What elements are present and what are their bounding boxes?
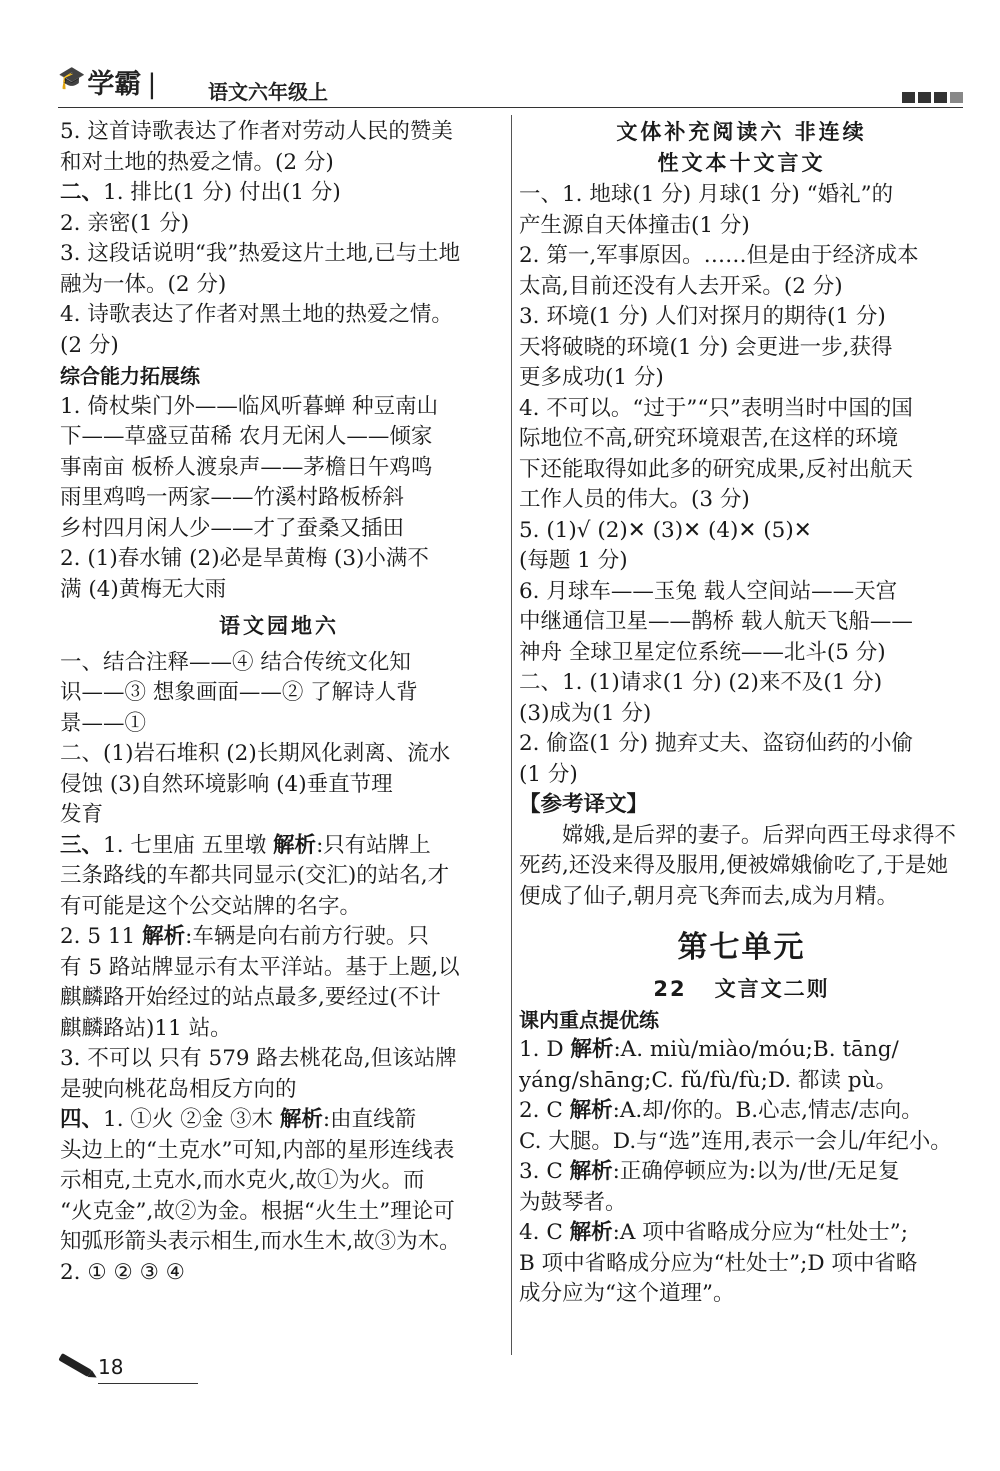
answer-text: :正确停顿应为:以为/世/无足复 xyxy=(612,1159,900,1184)
answer-text: :车辆是向右前方行驶。只 xyxy=(185,924,429,949)
text-line: 3. 这段话说明“我”热爱这片土地,已与土地 xyxy=(60,241,461,266)
translation-text: 嫦娥,是后羿的妻子。后羿向西王母求得不死药,还没来得及服用,便被嫦娥偷吃了,于是她便成了仙子,朝月亮飞奔而去,成为月精。 xyxy=(519,822,956,909)
garden-heading: 语文园地六 xyxy=(219,614,339,638)
text-line: 发育 xyxy=(60,802,104,827)
section-heading: 课内重点提优练 xyxy=(519,1007,659,1032)
text-line: 神舟 全球卫星定位系统——北斗(5 分) xyxy=(519,639,886,665)
text-line: 二、1. (1)请求(1 分) (2)来不及(1 分) xyxy=(519,670,883,695)
text-line: 识——③ 想象画面——② 了解诗人背 xyxy=(60,680,418,705)
text-line xyxy=(60,178,498,209)
text-line: 有可能是这个公交站牌的名字。 xyxy=(60,893,362,919)
text-line: 示相克,土克水,而水克火,故①为火。而 xyxy=(60,1168,425,1193)
header-rule xyxy=(58,107,963,109)
text-line: 2. 第一,军事原因。……但是由于经济成本 xyxy=(519,243,919,268)
text-line xyxy=(60,922,498,953)
text-line: 4. 诗歌表达了作者对黑土地的热爱之情。 xyxy=(60,302,453,327)
text-line: 事南亩 板桥人渡泉声——茅檐日午鸡鸣 xyxy=(60,454,433,480)
unit-title: 第七单元 xyxy=(677,930,806,965)
text-line: 更多成功(1 分) xyxy=(519,365,664,390)
subject-title: 语文六年级上 xyxy=(208,80,328,104)
section-heading: 综合能力拓展练 xyxy=(60,364,200,388)
pencil-icon xyxy=(58,1353,91,1377)
column-divider xyxy=(511,115,512,1355)
answer-text: :由直线箭 xyxy=(322,1107,417,1132)
answer-text: 1. ①火 ②金 ③木 xyxy=(103,1107,280,1132)
text-line: 下——草盛豆苗稀 农月无闲人——倾家 xyxy=(60,424,433,449)
text-line: 一、1. 地球(1 分) 月球(1 分) “婚礼”的 xyxy=(519,182,894,207)
answer-text: :A. miù/miào/móu;B. tāng/ xyxy=(613,1037,899,1062)
reading-title-line1: 文体补充阅读六 非连续 xyxy=(616,120,867,144)
text-line: 工作人员的伟大。(3 分) xyxy=(519,487,750,512)
brand-logo xyxy=(58,62,163,101)
text-line: “火克金”,故②为金。根据“火生土”理论可 xyxy=(60,1198,455,1224)
analysis-label: 解析 xyxy=(569,1220,613,1245)
text-line xyxy=(60,1105,498,1136)
text-line: 际地位不高,研究环境艰苦,在这样的环境 xyxy=(519,426,899,451)
page-header xyxy=(58,62,963,108)
question-number: 二、 xyxy=(60,180,104,205)
text-line xyxy=(60,831,498,862)
lesson-number: 22 xyxy=(653,977,687,1001)
analysis-label: 解析 xyxy=(570,1037,614,1062)
text-line: 5. (1)√ (2)✕ (3)✕ (4)✕ (5)✕ xyxy=(519,517,812,543)
page-number: 18 xyxy=(98,1355,124,1379)
lesson-title: 文言文二则 xyxy=(714,977,830,1001)
text-line: 3. 环境(1 分) 人们对探月的期待(1 分) xyxy=(519,304,886,329)
translation-label: 【参考译文】 xyxy=(519,792,649,817)
graduation-cap-icon: 🎓 xyxy=(58,66,86,91)
text-line: 有 5 路站牌显示有太平洋站。基于上题,以 xyxy=(60,954,460,980)
answer-text: 4. C xyxy=(519,1220,570,1245)
answer-text: 1. 七里庙 五里墩 xyxy=(103,832,274,858)
text-line: 和对土地的热爱之情。(2 分) xyxy=(60,149,334,175)
analysis-label: 解析 xyxy=(279,1107,323,1132)
answer-text: :只有站牌上 xyxy=(316,832,431,858)
answer-text: 2. C xyxy=(519,1098,570,1123)
text-line: 天将破晓的环境(1 分) 会更进一步,获得 xyxy=(519,334,893,360)
analysis-label: 解析 xyxy=(569,1098,613,1123)
text-line: 乡村四月闲人少——才了蚕桑又插田 xyxy=(60,515,405,541)
text-line: (3)成为(1 分) xyxy=(519,700,652,726)
text-line: (1 分) xyxy=(519,761,578,787)
text-line: 太高,目前还没有人去开采。(2 分) xyxy=(519,273,843,299)
logo-text: 学霸 xyxy=(87,69,142,100)
analysis-label: 解析 xyxy=(142,924,186,949)
answer-text: 1. 排比(1 分) 付出(1 分) xyxy=(103,180,341,205)
text-line: 3. 不可以 只有 579 路去桃花岛,但该站牌 xyxy=(60,1046,457,1071)
text-line: C. 大腿。D.与“选”连用,表示一会儿/年纪小。 xyxy=(519,1128,952,1154)
text-line: 2. 亲密(1 分) xyxy=(60,210,190,236)
footer-rule xyxy=(98,1383,198,1384)
header-separator: | xyxy=(147,69,157,100)
answer-text: 1. D xyxy=(519,1037,571,1062)
text-line: 中继通信卫星——鹊桥 载人航天飞船—— xyxy=(519,609,913,634)
text-line: 融为一体。(2 分) xyxy=(60,271,227,297)
text-line: 三条路线的车都共同显示(交汇)的站名,才 xyxy=(60,863,450,888)
text-line: 是驶向桃花岛相反方向的 xyxy=(60,1076,297,1102)
answer-text: :A 项中省略成分应为“杜处士”; xyxy=(612,1220,908,1245)
text-line: 下还能取得如此多的研究成果,反衬出航天 xyxy=(519,456,913,482)
text-line: 2. (1)春水铺 (2)必是旱黄梅 (3)小满不 xyxy=(60,546,429,571)
text-line: 1. 倚杖柴门外——临风听暮蝉 种豆南山 xyxy=(60,393,439,419)
text-line: 满 (4)黄梅无大雨 xyxy=(60,576,227,602)
text-line: (每题 1 分) xyxy=(519,548,628,573)
left-column xyxy=(60,117,498,1288)
text-line: (2 分) xyxy=(60,332,119,358)
text-line: yáng/shāng;C. fǔ/fù/fù;D. 都读 pù。 xyxy=(519,1067,897,1093)
text-line: 成分应为“这个道理”。 xyxy=(519,1281,735,1306)
text-line: 麒麟路开始经过的站点最多,要经过(不计 xyxy=(60,985,441,1010)
text-line: 6. 月球车——玉兔 载人空间站——天宫 xyxy=(519,578,898,604)
right-column xyxy=(519,117,964,1310)
text-line: 头边上的“土克水”可知,内部的星形连线表 xyxy=(60,1137,455,1163)
text-line: 2. 偷盗(1 分) 抛弃丈夫、盗窃仙药的小偷 xyxy=(519,731,913,756)
text-line: 一、结合注释——④ 结合传统文化知 xyxy=(60,649,411,675)
page-footer xyxy=(58,1355,148,1391)
text-line: 知弧形箭头表示相生,而水生木,故③为木。 xyxy=(60,1229,461,1254)
text-line: 4. 不可以。“过于”“只”表明当时中国的国 xyxy=(519,395,913,421)
text-line: 产生源自天体撞击(1 分) xyxy=(519,212,750,238)
text-line: 2. ① ② ③ ④ xyxy=(60,1259,185,1285)
header-decor xyxy=(899,88,963,107)
analysis-label: 解析 xyxy=(569,1159,613,1184)
text-line: 侵蚀 (3)自然环境影响 (4)垂直节理 xyxy=(60,771,393,797)
answer-text: 2. 5 11 xyxy=(60,924,143,949)
text-line: 雨里鸡鸣一两家——竹溪村路板桥斜 xyxy=(60,485,405,510)
text-line: B 项中省略成分应为“杜处士”;D 项中省略 xyxy=(519,1250,918,1276)
answer-text: :A.却/你的。B.心志,情志/志向。 xyxy=(612,1098,923,1123)
text-line: 景——① xyxy=(60,710,147,736)
reading-title-line2: 性文本十文言文 xyxy=(657,150,826,175)
text-line: 麒麟路站)11 站。 xyxy=(60,1015,232,1041)
analysis-label: 解析 xyxy=(273,832,317,858)
question-number: 三、 xyxy=(60,832,104,858)
lesson-heading xyxy=(519,974,964,1005)
text-line: 二、(1)岩石堆积 (2)长期风化剥离、流水 xyxy=(60,741,451,766)
text-line xyxy=(519,1035,964,1066)
text-line xyxy=(519,1157,964,1188)
text-line: 5. 这首诗歌表达了作者对劳动人民的赞美 xyxy=(60,119,453,144)
text-line xyxy=(519,1218,964,1249)
question-number: 四、 xyxy=(60,1107,104,1132)
text-line: 为鼓琴者。 xyxy=(519,1189,627,1215)
answer-text: 3. C xyxy=(519,1159,570,1184)
text-line xyxy=(519,1096,964,1127)
